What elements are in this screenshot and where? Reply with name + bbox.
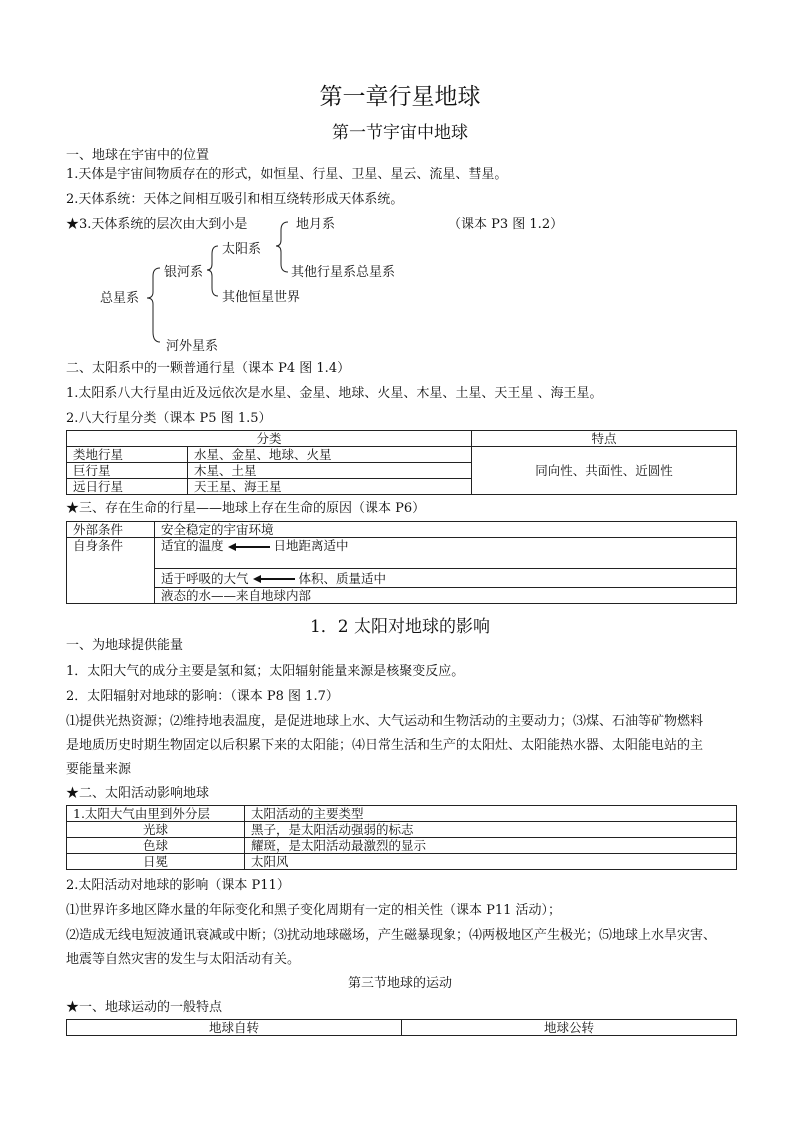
planet-type: 巨行星 — [67, 463, 188, 479]
temperature: 适宜的温度 — [161, 538, 224, 553]
planet-type: 类地行星 — [67, 447, 188, 463]
planet-members: 天王星、海王星 — [188, 479, 472, 495]
s1-p4: 1.太阳系八大行星由近及远依次是水星、金星、地球、火星、木星、土星、天王星 、海王星。 — [66, 386, 603, 401]
other-stellar-worlds: 其他恒星世界 — [222, 290, 301, 305]
atmosphere: 适于呼吸的大气 — [161, 570, 249, 586]
s1-p3: ★3.天体系统的层次由大到小是 — [66, 217, 248, 232]
arrow-left-icon — [228, 542, 270, 552]
header-class: 分类 — [67, 431, 472, 447]
s2-p3-line2: 是地质历史时期生物固定以后积累下来的太阳能；⑷日常生活和生产的太阳灶、太阳能热水器、太阳能电站的主 — [66, 738, 704, 753]
internal-label: 自身条件 — [67, 538, 155, 604]
s1-p3-ref: （课本 P3 图 1.2） — [448, 217, 564, 232]
extragalactic-galaxies: 河外星系 — [166, 339, 219, 354]
solar-system: 太阳系 — [222, 242, 262, 257]
section3-title: 第三节地球的运动 — [347, 976, 452, 991]
s2-p1: 1．太阳大气的成分主要是氢和氦；太阳辐射能量来源是核聚变反应。 — [66, 664, 465, 679]
s1-part1-heading: 一、地球在宇宙中的位置 — [66, 148, 210, 163]
s3-part1-heading: ★一、地球运动的一般特点 — [66, 1000, 223, 1015]
s1-p1: 1.天体是宇宙间物质存在的形式，如恒星、行星、卫星、星云、流星、彗星。 — [66, 167, 508, 182]
section1-title: 第一节宇宙中地球 — [332, 123, 468, 143]
life-table — [66, 521, 737, 604]
arrow-left-icon — [253, 574, 295, 584]
s1-part3-heading: ★三、存在生命的行星——地球上存在生命的原因（课本 P6） — [66, 501, 426, 516]
earth-moon-system: 地月系 — [296, 217, 336, 232]
s2-p3-line1: ⑴提供光热资源；⑵维持地表温度，是促进地球上水、大气运动和生物活动的主要动力；⑶煤、石油等矿物燃料 — [66, 714, 704, 729]
sun-activity: 耀斑，是太阳活动最激烈的显示 — [245, 838, 737, 854]
planet-members: 木星、土星 — [188, 463, 472, 479]
sun-layer: 光球 — [67, 822, 245, 838]
s2-p2: 2．太阳辐射对地球的影响：（课本 P8 图 1.7） — [66, 689, 339, 704]
s1-p2: 2.天体系统：天体之间相互吸引和相互绕转形成天体系统。 — [66, 192, 404, 207]
earth-rotation-header: 地球自转 — [67, 1020, 402, 1036]
sun-layer: 日冕 — [67, 854, 245, 870]
external-value: 安全稳定的宇宙环境 — [155, 522, 737, 538]
planet-members: 水星、金星、地球、火星 — [188, 447, 472, 463]
earth-motion-table — [66, 1019, 737, 1036]
planet-type: 远日行星 — [67, 479, 188, 495]
sun-activity-table — [66, 805, 737, 870]
section2-title: 1．2 太阳对地球的影响 — [309, 617, 491, 637]
atmosphere-cause: 体积、质量适中 — [298, 570, 386, 586]
s2-p4: 2.太阳活动对地球的影响（课本 P11） — [66, 878, 290, 893]
s2-part1-heading: 一、为地球提供能量 — [66, 638, 184, 653]
sun-activity: 黑子，是太阳活动强弱的标志 — [245, 822, 737, 838]
s2-p6-line1: ⑵造成无线电短波通讯衰减或中断；⑶扰动地球磁场，产生磁暴现象；⑷两极地区产生极光；⑸地球上水旱灾害、 — [66, 928, 717, 943]
milky-way: 银河系 — [164, 265, 204, 280]
temperature-cause: 日地距离适中 — [273, 538, 349, 553]
sun-activity: 太阳风 — [245, 854, 737, 870]
page-title: 第一章行星地球 — [319, 84, 481, 110]
s2-part2-heading: ★二、太阳活动影响地球 — [66, 786, 210, 801]
s1-part2-heading: 二、太阳系中的一颗普通行星（课本 P4 图 1.4） — [66, 361, 351, 376]
s1-p5: 2.八大行星分类（课本 P5 图 1.5） — [66, 411, 272, 426]
temperature-row — [155, 538, 737, 569]
total-galaxy: 总星系 — [100, 291, 140, 306]
other-planetary-systems: 其他行星系总星系 — [291, 265, 396, 280]
header-feature: 特点 — [472, 431, 737, 447]
sun-layer: 色球 — [67, 838, 245, 854]
external-label: 外部条件 — [67, 522, 155, 538]
s2-p5: ⑴世界许多地区降水量的年际变化和黑子变化周期有一定的相关性（课本 P11 活动）； — [66, 903, 562, 918]
sun-table-header-types: 太阳活动的主要类型 — [245, 806, 737, 822]
atmosphere-row — [155, 569, 737, 588]
planet-table — [66, 430, 737, 495]
earth-revolution-header: 地球公转 — [402, 1020, 737, 1036]
s2-p6-line2: 地震等自然灾害的发生与太阳活动有关。 — [66, 952, 301, 967]
water-row: 液态的水——来自地球内部 — [155, 588, 737, 604]
planet-feature: 同向性、共面性、近圆性 — [472, 447, 737, 495]
sun-table-header-layers: 1.太阳大气由里到外分层 — [67, 806, 245, 822]
s2-p3-line3: 要能量来源 — [66, 762, 132, 777]
